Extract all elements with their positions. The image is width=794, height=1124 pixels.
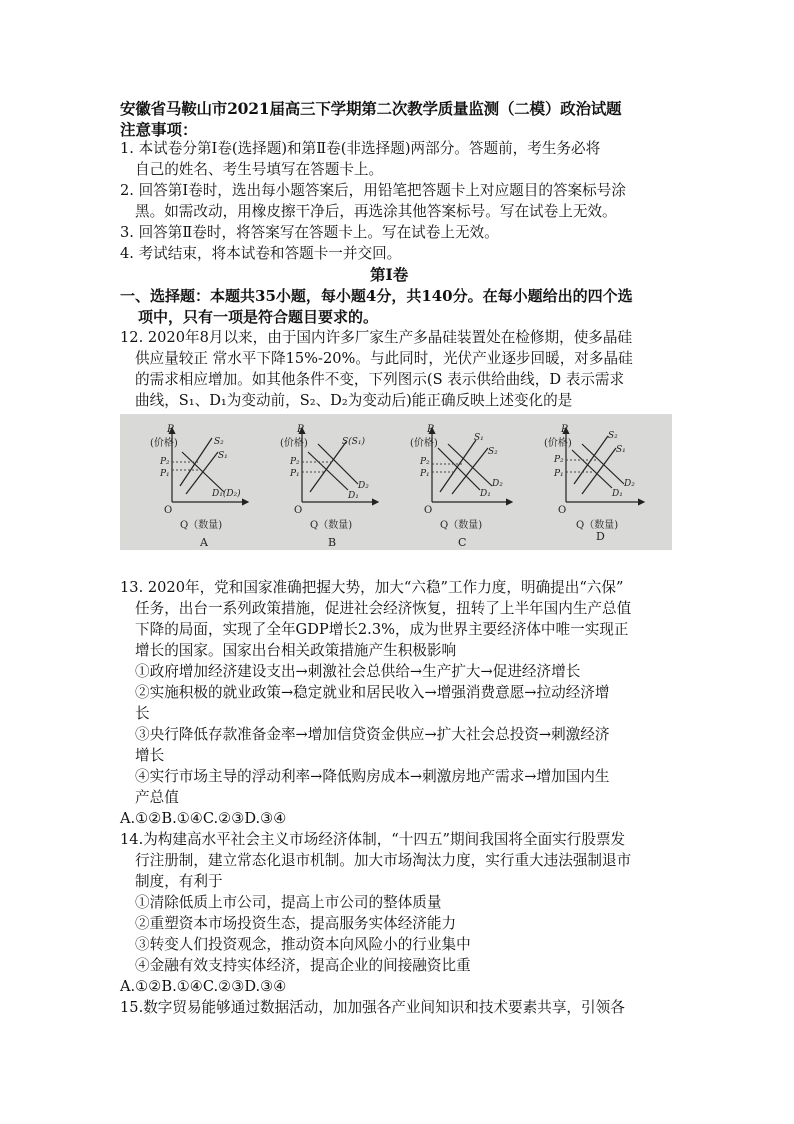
graph-c-origin: O <box>424 505 433 516</box>
graph-b-label-p1: P₁ <box>290 469 300 479</box>
q14-answer-choices: A.①②B.①④C.②③D.③④ <box>120 978 287 995</box>
graph-c-label-d2: D₂ <box>492 479 503 489</box>
graph-d-label-p2: P₂ <box>554 455 564 465</box>
graph-a-option: A <box>200 536 208 549</box>
q13-option-4-line-1: ④实行市场主导的浮动利率→降低购房成本→刺激房地产需求→增加国内生 <box>135 768 610 785</box>
graph-c-p-label: P <box>427 424 434 435</box>
q13-option-3-line-2: 增长 <box>135 747 165 764</box>
graph-c-label-s1: S₁ <box>474 433 484 443</box>
graph-c-q-label: Q（数量) <box>440 520 483 531</box>
graph-a-price-label: (价格) <box>150 438 178 449</box>
q13-option-3-line-1: ③央行降低存款准备金率→增加信贷资金供应→扩大社会总投资→刺激经济 <box>135 726 610 743</box>
q14-option-1: ①清除低质上市公司，提高上市公司的整体质量 <box>135 894 442 911</box>
supply-demand-graphs <box>120 414 672 550</box>
graph-b-label-p2: P₂ <box>290 457 300 467</box>
graph-b <box>280 424 378 549</box>
graph-a-label-p2: P₂ <box>160 457 170 467</box>
graph-c-label-p1: P₁ <box>420 469 430 479</box>
graph-a-label-s1: S₁ <box>218 451 228 461</box>
q13-answer-choices: A.①②B.①④C.②③D.③④ <box>120 810 287 827</box>
graph-d-q-label: Q（数量) <box>576 520 619 531</box>
graph-b-q-label: Q（数量) <box>310 520 353 531</box>
graph-a <box>150 424 248 549</box>
graph-c-price-label: (价格) <box>410 438 438 449</box>
graph-c-option: C <box>458 536 467 549</box>
graph-a-label-p1: P₁ <box>160 469 170 479</box>
q13-line-1: 13. 2020年，党和国家准确把握大势，加大“六稳”工作力度，明确提出“六保” <box>120 579 624 596</box>
notice-item-4: 4. 考试结束，将本试卷和答题卡一并交回。 <box>120 245 402 262</box>
graph-c-label-d1: D₁ <box>480 489 491 499</box>
q14-option-2: ②重塑资本市场投资生态，提高服务实体经济能力 <box>135 915 457 932</box>
q13-option-4-line-2: 产总值 <box>135 789 179 806</box>
graph-b-label-d1: D₁ <box>348 491 359 501</box>
graph-b-option: B <box>328 536 337 549</box>
graph-c <box>410 424 512 549</box>
q12-line-1: 12. 2020年8月以来，由于国内许多厂家生产多晶硅装置处在检修期，使多晶硅 <box>120 329 633 346</box>
section-title: 第Ⅰ卷 <box>370 265 409 284</box>
graph-b-price-label: (价格) <box>280 438 308 449</box>
exam-title: 安徽省马鞍山市2021届高三下学期第二次教学质量监测（二模）政治试题 <box>120 99 622 118</box>
graph-d-origin: O <box>558 505 567 516</box>
graph-a-label-s2: S₂ <box>214 437 224 447</box>
graph-d-label-p1: P₁ <box>554 469 564 479</box>
q13-line-2: 任务，出台一系列政策措施，促进社会经济恢复，扭转了上半年国内生产总值 <box>135 600 632 617</box>
graph-c-label-p2: P₂ <box>420 457 430 467</box>
q12-line-3: 的需求相应增加。如其他条件不变，下列图示(S 表示供给曲线，D 表示需求 <box>135 371 625 388</box>
graph-d-label-d1: D₁ <box>612 489 623 499</box>
graph-d <box>544 424 644 543</box>
notice-item-2-line-2: 黑。如需改动，用橡皮擦干净后，再选涂其他答案标号。写在试卷上无效。 <box>135 203 617 220</box>
q13-option-2-line-1: ②实施积极的就业政策→稳定就业和居民收入→增强消费意愿→拉动经济增 <box>135 684 610 701</box>
graph-c-label-s2: S₂ <box>488 447 498 457</box>
graph-a-label-d: D₁(D₂) <box>212 489 241 499</box>
graph-a-q-label: Q（数量) <box>180 520 223 531</box>
notice-item-1-line-2: 自己的姓名、考生号填写在答题卡上。 <box>135 161 384 178</box>
supply-demand-figure <box>120 414 672 550</box>
graph-d-option: D <box>596 530 605 543</box>
graph-a-origin: O <box>164 505 173 516</box>
notice-heading: 注意事项： <box>120 120 198 139</box>
graph-d-p-label: P <box>561 424 568 435</box>
part1-instruction-line-1: 一、选择题：本题共35小题，每小题4分，共140分。在每小题给出的四个选 <box>120 287 633 305</box>
graph-b-label-d2: D₂ <box>358 481 369 491</box>
graph-b-label-s: S(S₁) <box>342 437 365 447</box>
q13-option-1: ①政府增加经济建设支出→刺激社会总供给→生产扩大→促进经济增长 <box>135 663 581 680</box>
q13-option-2-line-2: 长 <box>135 705 150 722</box>
q13-line-3: 下降的局面，实现了全年GDP增长2.3%，成为世界主要经济体中唯一实现正 <box>135 621 629 638</box>
notice-item-2-line-1: 2. 回答第Ⅰ卷时，选出每小题答案后，用铅笔把答题卡上对应题目的答案标号涂 <box>120 182 626 199</box>
q14-line-3: 制度，有利于 <box>135 873 223 890</box>
q14-line-1: 14.为构建高水平社会主义市场经济体制，“十四五”期间我国将全面实行股票发 <box>120 831 626 848</box>
graph-d-label-s1: S₁ <box>616 445 626 455</box>
part1-instruction-line-2: 项中，只有一项是符合题目要求的。 <box>138 308 379 326</box>
graph-d-price-label: (价格) <box>544 438 572 449</box>
q14-option-4: ④金融有效支持实体经济，提高企业的间接融资比重 <box>135 957 471 974</box>
graph-b-origin: O <box>294 505 303 516</box>
q14-option-3: ③转变人们投资观念，推动资本向风险小的行业集中 <box>135 936 471 953</box>
q12-line-2: 供应量较正 常水平下降15%-20%。与此同时，光伏产业逐步回暖，对多晶硅 <box>135 350 633 367</box>
graph-d-label-s2: S₂ <box>608 431 618 441</box>
q14-line-2: 行注册制，建立常态化退市机制。加大市场淘汰力度，实行重大违法强制退市 <box>135 852 632 869</box>
q12-line-4: 曲线，S₁、D₁为变动前，S₂、D₂为变动后)能正确反映上述变化的是 <box>135 392 573 409</box>
graph-b-p-label: P <box>297 424 304 435</box>
notice-item-3: 3. 回答第Ⅱ卷时，将答案写在答题卡上。写在试卷上无效。 <box>120 224 499 241</box>
q15-line-1: 15.数字贸易能够通过数据活动，加加强各产业间知识和技术要素共享，引领各 <box>120 999 625 1016</box>
q13-line-4: 增长的国家。国家出台相关政策措施产生积极影响 <box>135 642 457 659</box>
graph-a-p-label: P <box>167 424 174 435</box>
graph-d-label-d2: D₂ <box>624 479 635 489</box>
notice-item-1-line-1: 1. 本试卷分第Ⅰ卷(选择题)和第Ⅱ卷(非选择题)两部分。答题前，考生务必将 <box>120 140 601 157</box>
